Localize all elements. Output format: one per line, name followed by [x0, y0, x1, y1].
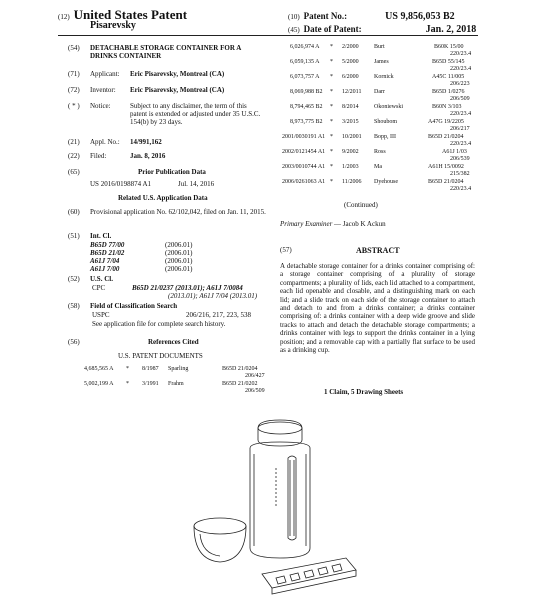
references-continued: (Continued): [344, 201, 378, 209]
inventor-value: Eric Pisarevsky, Montreal (CA): [130, 86, 225, 94]
ref-class-2: 220/23.4: [450, 141, 472, 147]
field-65-code: (65): [68, 168, 80, 176]
us-docs-title: U.S. PATENT DOCUMENTS: [118, 352, 203, 360]
ref-star: *: [330, 134, 333, 140]
ref-class: B65D 21/0204: [222, 366, 258, 372]
field-57-code: (57): [280, 246, 292, 254]
search-history-note: See application file for complete search history.: [92, 320, 226, 328]
int-cl-code: B65D 77/00: [90, 241, 125, 249]
appl-no-label: Appl. No.:: [90, 138, 120, 146]
field-60-code: (60): [68, 208, 80, 216]
field-72-code: (72): [68, 86, 80, 94]
ref-name: James: [374, 59, 389, 65]
ref-number: 2006/0261063 A1: [282, 179, 326, 185]
bottle-drawing: [250, 420, 310, 558]
ref-class-2: 220/23.4: [450, 66, 472, 72]
field-58-code: (58): [68, 302, 80, 310]
kind-code-left: (12): [58, 13, 70, 21]
ref-class-2: 215/382: [450, 171, 470, 177]
ref-number: 6,073,757 A: [290, 74, 320, 80]
primary-examiner: [280, 220, 386, 228]
references-title: References Cited: [148, 338, 199, 346]
int-cl-version: (2006.01): [165, 257, 193, 265]
applicant-label: Applicant:: [90, 70, 120, 78]
storage-container-drawing: [262, 558, 356, 594]
ref-name: Bopp, III: [374, 134, 396, 140]
ref-number: 2001/0030191 A1: [282, 134, 326, 140]
int-cl-code: A61J 7/00: [90, 265, 120, 273]
ref-class: B60K 15/00: [434, 44, 464, 50]
filed-value: Jan. 8, 2016: [130, 152, 166, 160]
us-cl-title: U.S. Cl.: [90, 275, 113, 283]
ref-class: B65D 21/0204: [428, 179, 464, 185]
ref-class: A61H 15/0092: [428, 164, 464, 170]
ref-date: 2/2000: [342, 44, 359, 50]
int-cl-version: (2006.01): [165, 249, 193, 257]
ref-class-2: 206/509: [450, 96, 470, 102]
ref-number: 8,794,465 B2: [290, 104, 323, 110]
filed-label: Filed:: [90, 152, 107, 160]
int-cl-version: (2006.01): [165, 241, 193, 249]
ref-star: *: [330, 119, 333, 125]
notice-code: ( * ): [68, 102, 80, 110]
ref-class-2: 206/427: [245, 373, 265, 379]
ref-class: B65D 1/0276: [432, 89, 465, 95]
cup-drawing: [194, 518, 246, 562]
ref-class: A47G 19/2205: [428, 119, 464, 125]
ref-star: *: [126, 381, 129, 387]
ref-date: 8/1987: [142, 366, 159, 372]
ref-date: 9/2002: [342, 149, 359, 155]
uspc-label: USPC: [92, 311, 110, 319]
examiner-separator: —: [334, 220, 342, 228]
patent-date-code: (45): [288, 26, 300, 34]
ref-class-2: 206/217: [450, 126, 470, 132]
drawing-figure: [150, 398, 410, 598]
inventor-surname: Pisarevsky: [90, 20, 136, 31]
ref-star: *: [330, 59, 333, 65]
ref-star: *: [126, 366, 129, 372]
ref-date: 3/1991: [142, 381, 159, 387]
ref-star: *: [330, 164, 333, 170]
cpc-label: CPC: [92, 284, 106, 292]
appl-no-value: 14/991,162: [130, 138, 162, 146]
ref-star: *: [330, 104, 333, 110]
field-56-code: (56): [68, 338, 80, 346]
field-51-code: (51): [68, 232, 80, 240]
ref-number: 5,002,199 A: [84, 381, 114, 387]
cpc-line-1: B65D 21/0237 (2013.01); A61J 7/0084: [132, 284, 243, 292]
ref-star: *: [330, 89, 333, 95]
ref-date: 10/2001: [342, 134, 362, 140]
ref-class: B65D 21/0202: [222, 381, 258, 387]
ref-date: 12/2011: [342, 89, 362, 95]
ref-class: A61J 1/03: [442, 149, 467, 155]
ref-class: B60N 3/103: [432, 104, 462, 110]
int-cl-title: Int. Cl.: [90, 232, 112, 240]
ref-name: Sparling: [168, 366, 189, 372]
patent-no-label: Patent No.:: [303, 11, 348, 21]
header-rule: [58, 35, 478, 36]
invention-title: DETACHABLE STORAGE CONTAINER FOR A DRINKS CONTAINER: [90, 44, 241, 60]
ref-star: *: [330, 149, 333, 155]
ref-star: *: [330, 44, 333, 50]
prior-pub-title: Prior Publication Data: [138, 168, 206, 176]
ref-name: Kornick: [374, 74, 394, 80]
ref-number: 2003/0010744 A1: [282, 164, 326, 170]
field-22-code: (22): [68, 152, 80, 160]
ref-date: 8/2014: [342, 104, 359, 110]
abstract-title: ABSTRACT: [356, 246, 400, 255]
field-search-title: Field of Classification Search: [90, 302, 178, 310]
notice-text: Subject to any disclaimer, the term of this patent is extended or adjusted under 35 U.S.C. 154(b) by 23 days.: [130, 102, 261, 126]
cpc-line-2: (2013.01); A61J 7/04 (2013.01): [168, 292, 258, 300]
ref-class-2: 220/23.4: [450, 111, 472, 117]
field-52-code: (52): [68, 275, 80, 283]
notice-label: Notice:: [90, 102, 111, 110]
examiner-label: Primary Examiner: [280, 220, 333, 228]
patent-date-label: Date of Patent:: [303, 24, 362, 34]
ref-number: 6,026,974 A: [290, 44, 320, 50]
ref-date: 6/2000: [342, 74, 359, 80]
patent-number: US 9,856,053 B2: [385, 11, 455, 22]
ref-class-2: 206/223: [450, 81, 470, 87]
ref-date: 5/2000: [342, 59, 359, 65]
field-21-code: (21): [68, 138, 80, 146]
inventor-label: Inventor:: [90, 86, 116, 94]
prior-pub-date: Jul. 14, 2016: [178, 180, 215, 188]
int-cl-code: A61J 7/04: [90, 257, 120, 265]
ref-number: 4,685,565 A: [84, 366, 114, 372]
ref-name: Shoubom: [374, 119, 398, 125]
ref-class: B65D 21/0204: [428, 134, 464, 140]
field-71-code: (71): [68, 70, 80, 78]
ref-class-2: 220/23.4: [450, 186, 472, 192]
ref-class: A45C 11/005: [432, 74, 465, 80]
patent-title: United States Patent: [73, 7, 188, 22]
ref-class-2: 206/539: [450, 156, 470, 162]
ref-class: B65D 55/145: [432, 59, 465, 65]
ref-number: 8,973,775 B2: [290, 119, 323, 125]
ref-star: *: [330, 179, 333, 185]
patent-date: Jan. 2, 2018: [425, 24, 477, 35]
ref-name: Darr: [374, 89, 385, 95]
ref-name: Frahm: [168, 381, 184, 387]
applicant-value: Eric Pisarevsky, Montreal (CA): [130, 70, 225, 78]
prior-pub-number: US 2016/0198874 A1: [90, 180, 152, 188]
right-references: [282, 44, 482, 204]
int-cl-version: (2006.01): [165, 265, 193, 273]
ref-date: 1/2003: [342, 164, 359, 170]
uspc-value: 206/216, 217, 223, 538: [186, 311, 251, 319]
ref-number: 2002/0121454 A1: [282, 149, 326, 155]
related-app-title: Related U.S. Application Data: [118, 194, 208, 202]
examiner-name: Jacob K Ackun: [342, 220, 386, 228]
field-54-code: (54): [68, 44, 80, 52]
int-cl-code: B65D 21/02: [90, 249, 125, 257]
ref-class-2: 220/23.4: [450, 51, 472, 57]
ref-name: Burt: [374, 44, 385, 50]
ref-date: 3/2015: [342, 119, 359, 125]
claims-drawings-line: 1 Claim, 5 Drawing Sheets: [324, 388, 404, 396]
ref-number: 8,069,988 B2: [290, 89, 323, 95]
ref-number: 6,059,135 A: [290, 59, 320, 65]
ref-name: Ross: [374, 149, 386, 155]
ref-class-2: 206/509: [245, 388, 265, 394]
ref-star: *: [330, 74, 333, 80]
abstract-text: A detachable storage container for a drinks container comprising of: a storage container comprising of a plurality of storage compartments; a plurality of lids, each lid attached to a compartment, each lid openable and closable, and a distinguishing mark on each lid; and a slide track on each side of the storage container to attach and detach to and from a drinks container; a drinks container comprising of: a drinks container with a deep wide groove and slide tracks to attach and detach the detachable storage compartments; a drinks container with legs to support the drinks container in a lying position; and a removable cap with a partially flat surface to be used as a drinking cup.: [280, 262, 475, 355]
patent-no-code: (10): [288, 13, 300, 21]
ref-name: Ma: [374, 164, 382, 170]
provisional-text: Provisional application No. 62/102,042, filed on Jan. 11, 2015.: [90, 208, 266, 216]
ref-name: Dyehouse: [374, 179, 398, 185]
ref-date: 11/2006: [342, 179, 362, 185]
ref-name: Okoniewski: [374, 104, 403, 110]
